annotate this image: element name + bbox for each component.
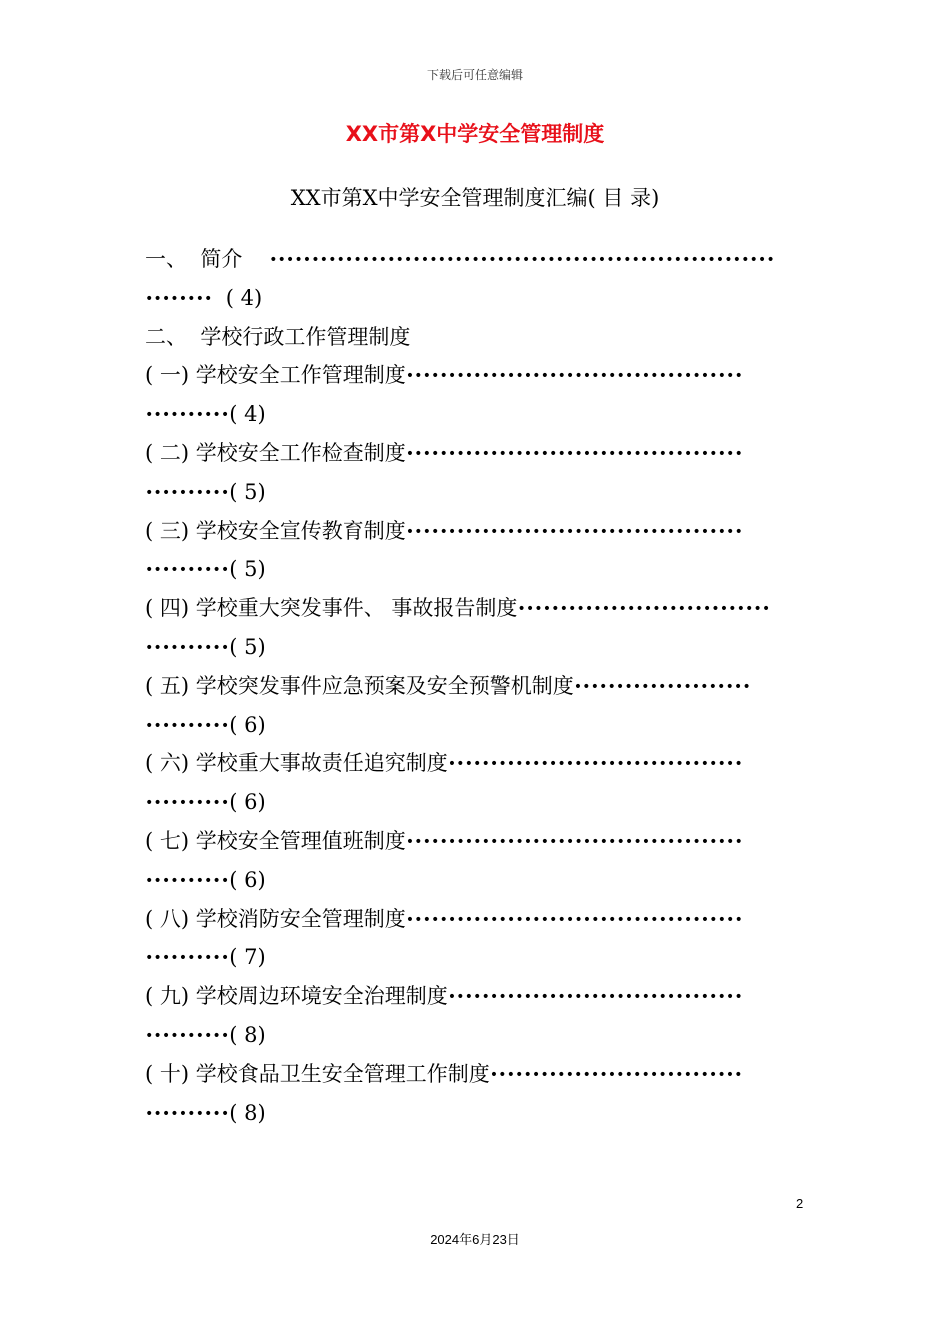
toc-leader-dots: •••••••••••••••••••••••••••••••••••••••• — [405, 911, 743, 928]
toc-entry-line — [145, 900, 805, 939]
toc-entry-line — [145, 977, 805, 1016]
toc-entry-line — [145, 434, 805, 473]
toc-leader-dots: •••••••••• — [145, 1028, 230, 1045]
toc-entry-line — [145, 822, 805, 861]
toc-entry-line — [145, 550, 805, 589]
toc-entry-text: ( 二) 学校安全工作检查制度 — [145, 440, 406, 465]
toc-leader-dots: •••••••••••••••••••••••••••••• — [517, 601, 771, 618]
toc-entry-text: ( 七) 学校安全管理值班制度 — [145, 828, 406, 853]
toc-entry-text: ( 六) 学校重大事故责任追究制度 — [145, 751, 448, 776]
toc-leader-dots: •••••••••• — [145, 640, 230, 657]
toc-entry-line — [145, 473, 805, 512]
toc-leader-dots: •••••••••••••••••••••••••••••••••••••••• — [405, 523, 743, 540]
toc-entry-line — [145, 512, 805, 551]
toc-entry-text: ( 一) 学校安全工作管理制度 — [145, 363, 406, 388]
toc-entry-line — [145, 938, 805, 977]
toc-entry-line — [145, 279, 805, 318]
toc-entry-text: 二、 学校行政工作管理制度 — [145, 324, 411, 349]
toc-leader-dots: •••••••••• — [145, 717, 230, 734]
toc-page-number: ( 7) — [229, 945, 266, 970]
toc-title: XX市第X中学安全管理制度汇编( 目 录) — [290, 186, 660, 210]
toc-leader-dots: ••••••••••••••••••••••••••••••••••• — [447, 756, 743, 773]
toc-page-number: ( 4) — [229, 402, 266, 427]
footer-date: 2024年6月23日 — [430, 1232, 520, 1247]
toc-entry-line — [145, 783, 805, 822]
toc-page-number: ( 6) — [229, 790, 266, 815]
main-title: XX市第X中学安全管理制度 — [345, 122, 605, 146]
toc-leader-dots: •••••••••• — [145, 562, 230, 579]
toc-entry-line — [145, 744, 805, 783]
toc-leader-dots: ••••••••••••••••••••• — [573, 678, 751, 695]
toc-leader-dots: ••••••••••••••••••••••••••••••••••• — [447, 989, 743, 1006]
table-of-contents — [145, 240, 805, 1132]
toc-page-number: ( 5) — [229, 634, 266, 659]
toc-leader-dots: •••••••••• — [145, 407, 230, 424]
toc-leader-dots: •••••••••• — [145, 872, 230, 889]
toc-page-number: ( 6) — [229, 867, 266, 892]
toc-leader-dots: •••••••••••••••••••••••••••••• — [489, 1066, 743, 1083]
toc-leader-dots: •••••••••••••••••••••••••••••••••••••••• — [405, 368, 743, 385]
page-number: 2 — [796, 1196, 804, 1211]
toc-leader-dots: •••••••••••••••••••••••••••••••••••••••• — [405, 446, 743, 463]
toc-entry-text: ( 三) 学校安全宣传教育制度 — [145, 518, 406, 543]
toc-entry-text: ( 九) 学校周边环境安全治理制度 — [145, 984, 448, 1009]
toc-entry-line — [145, 706, 805, 745]
toc-entry-line — [145, 395, 805, 434]
toc-entry-line — [145, 589, 805, 628]
toc-entry-text: ( 四) 学校重大突发事件、 事故报告制度 — [145, 596, 518, 621]
toc-leader-dots: •••••••• — [145, 290, 213, 307]
toc-leader-dots: •••••••••• — [145, 484, 230, 501]
toc-entry-text: 一、 简介 — [145, 247, 270, 271]
toc-page-number: ( 5) — [229, 557, 266, 582]
toc-entry-line — [145, 1055, 805, 1094]
toc-entry-line — [145, 628, 805, 667]
toc-leader-dots: •••••••••• — [145, 950, 230, 967]
toc-page-number: ( 8) — [229, 1022, 266, 1047]
toc-entry-text: ( 十) 学校食品卫生安全管理工作制度 — [145, 1061, 490, 1086]
toc-entry-line — [145, 240, 805, 279]
toc-leader-dots: •••••••••• — [145, 795, 230, 812]
toc-entry-line — [145, 1094, 805, 1133]
toc-entry-line — [145, 318, 805, 357]
toc-entry-line — [145, 356, 805, 395]
toc-entry-line — [145, 1016, 805, 1055]
toc-entry-line — [145, 861, 805, 900]
toc-page-number: ( 4) — [212, 285, 263, 310]
toc-entry-text: ( 五) 学校突发事件应急预案及安全预警机制度 — [145, 673, 574, 698]
toc-entry-text: ( 八) 学校消防安全管理制度 — [145, 906, 406, 931]
toc-entry-line — [145, 667, 805, 706]
header-note: 下载后可任意编辑 — [426, 68, 523, 82]
toc-leader-dots: •••••••••••••••••••••••••••••••••••••••••••••••••••••••••••• — [269, 252, 775, 269]
toc-leader-dots: •••••••••••••••••••••••••••••••••••••••• — [405, 834, 743, 851]
toc-leader-dots: •••••••••• — [145, 1105, 230, 1122]
toc-page-number: ( 8) — [229, 1100, 266, 1125]
toc-page-number: ( 5) — [229, 479, 266, 504]
toc-page-number: ( 6) — [229, 712, 266, 737]
